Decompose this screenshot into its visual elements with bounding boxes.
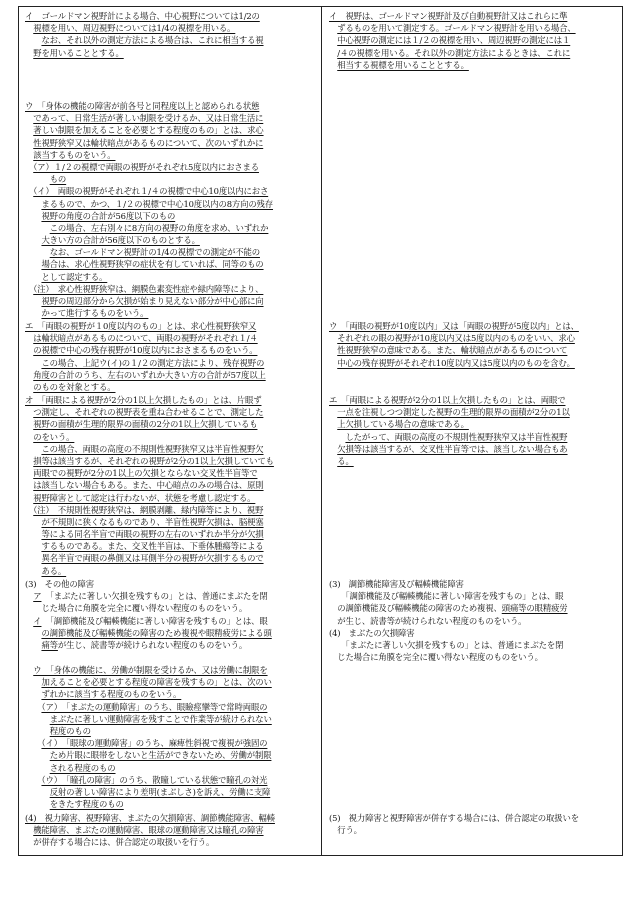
left-column <box>19 7 319 855</box>
text-line: ウ 「両眼の視野が10度以内」又は「両眼の視野が5度以内」とは、 <box>329 321 579 331</box>
text-line: のものを対象とする。 <box>33 381 116 392</box>
text-line: 程度のもの <box>49 725 91 736</box>
text-line: したがって、両眼の高度の不規則性視野狭窄又は半盲性視野 <box>345 431 568 442</box>
text-line: もの <box>49 174 67 185</box>
text-line: （注） 求心性視野狭窄は、網膜色素変性症や緑内障等により、 <box>33 283 264 294</box>
text-line: ずれかに該当する程度のものをいう。 <box>41 689 182 700</box>
text-line: 大きい方の合計が56度以下のものとする。 <box>41 235 200 246</box>
text-line: つ測定し、それぞれの視野表を重ね合わせることで、測定した <box>33 407 264 418</box>
text-line: （イ） 両眼の視野がそれぞれ１/４の視標で中心10度以内におさ <box>33 186 269 197</box>
text-line: 野を用いることとする。 <box>33 47 124 58</box>
text-line: (4) 視力障害、視野障害、まぶたの欠損障害、調節機能障害、輻輳 <box>25 813 275 823</box>
left-block-labor-limit <box>25 664 272 810</box>
text-line: 視野の角度の合計が56度以下のもの <box>41 210 176 221</box>
text-line: （ア） 「まぶたの運動障害」のうち、眼瞼痙攣等で常時両眼の <box>41 701 268 712</box>
right-column <box>323 7 623 855</box>
right-block-visual-field-u <box>329 320 579 369</box>
text-line: 性視野狭窄の意味である。また、輪状暗点があるものについて <box>337 345 568 356</box>
text-line: （ア）１/２の視標で両眼の視野がそれぞれ5度以内におさまる <box>33 161 259 172</box>
text-line: じた場合に角膜を完全に覆い得ない程度のものをいう。 <box>329 652 543 663</box>
text-line: をきたす程度のもの <box>49 799 124 810</box>
text-line: 中心の残存視野がそれぞれ10度以内又は5度以内のものを含む。 <box>337 357 575 368</box>
left-block-combined <box>25 812 275 849</box>
text-line: 「調節機能及び輻輳機能に著しい障害を残すもの」とは、眼 <box>329 591 564 602</box>
text-line: 一点を注視しつつ測定した視野の生理的限界の面積が2分の1以 <box>337 407 570 418</box>
left-block-visual-field-o <box>25 394 274 577</box>
column-divider <box>321 7 322 855</box>
text-line: まぶたに著しい運動障害を残すことで作業等が続けられない <box>49 713 272 724</box>
text-line: イ 視野は、ゴールドマン視野計及び自動視野計又はこれらに準 <box>329 11 568 21</box>
text-line: の調節機能及び輻輳機能の障害のため複視、頭痛等の眼精疲労 <box>329 603 568 614</box>
text-line: 加えることを必要とする程度の障害を残すもの」とは、次のい <box>41 677 272 688</box>
text-line: オ 「両眼による視野が2分の1以上欠損したもの」とは、片眼ず <box>25 395 262 405</box>
text-line: であって、日常生活が著しい制限を受けるか、又は日常生活に <box>33 113 264 124</box>
text-line: 等による同名半盲で両眼の視野の左右のいずれか半分が欠損 <box>41 529 264 540</box>
text-line: 上欠損している場合の意味である。 <box>337 419 469 430</box>
text-line: る。 <box>337 455 354 466</box>
text-line: 機能障害、まぶたの運動障害、眼球の運動障害又は瞳孔の障害 <box>33 825 264 836</box>
text-line: される程度のもの <box>49 762 116 773</box>
right-block-accommodation <box>329 578 568 663</box>
text-line: 視野障害として認定は行わないが、状態を考慮し認定する。 <box>33 492 256 503</box>
text-line: 角度の合計のうち、左右のいずれか大きい方の合計が57度以上 <box>33 369 266 380</box>
text-line: /４の視標を用いる。それ以外の測定方法によるときは、これに <box>337 47 571 58</box>
text-line: 痛等が生じ、読書等が続けられない程度のものをいう。 <box>41 639 248 650</box>
text-line: の調節機能及び輻輳機能の障害のため複視や眼精疲労による頭 <box>41 627 272 638</box>
text-line: するものである。また、交叉性半盲は、下垂体腫瘍等による <box>41 541 264 552</box>
text-line: 反射の著しい障害により差明(まぶしさ)を訴え、労働に支障 <box>49 786 271 797</box>
text-line: ア 「まぶたに著しい欠損を残すもの」とは、普通にまぶたを閉 <box>33 591 268 602</box>
text-line: 視野の周辺部分から欠損が始まり見えない部分が中心部に向 <box>41 296 264 306</box>
text-line: かって進行するものをいう。 <box>41 308 149 319</box>
text-line: ウ 「身体の機能に、労働が制限を受けるか、又は労働に制限を <box>33 665 268 675</box>
text-line: この場合、上記ウ(イ)の１/２の測定方法により、残存視野の <box>41 357 265 368</box>
right-block-visual-field-e <box>329 394 570 467</box>
text-line: 相当する視標を用いることとする。 <box>337 59 469 70</box>
text-line: 欠損等は該当するが、交叉性半盲等では、該当しない場合もあ <box>337 443 568 454</box>
text-line: として認定する。 <box>41 271 108 282</box>
text-line: (4) まぶたの欠損障害 <box>329 627 415 638</box>
text-line: じた場合に角膜を完全に覆い得ない程度のものをいう。 <box>25 603 248 614</box>
text-line: 視野の面積が生理的限界の面積の2分の1以上欠損しているも <box>33 419 258 430</box>
text-line: 該当するものをいう。 <box>33 149 116 160</box>
left-block-vision-goldmann <box>25 10 264 59</box>
text-line: が生じ、読書等が続けられない程度のものをいう。 <box>329 615 527 626</box>
text-line: イ ゴールドマン視野計による場合、中心視野については1/2の <box>25 11 260 21</box>
text-line: 場合は、求心性視野狭窄の症状を有していれば、同等のもの <box>41 259 264 270</box>
text-line: は該当しない場合もある。また、中心暗点のみの場合は、原則 <box>33 480 264 491</box>
text-line: のをいう。 <box>33 431 75 442</box>
text-line: (5) 視力障害と視野障害が併存する場合には、併合認定の取扱いを <box>329 813 579 823</box>
text-line: 視標を用い、周辺視野については1/4の視標を用いる。 <box>33 23 236 34</box>
text-line: 「まぶたに著しい欠損を残すもの」とは、普通にまぶたを閉 <box>329 639 564 650</box>
text-line: まるもので、かつ、１/２の視標で中心10度以内の8方向の残存 <box>41 198 274 209</box>
right-block-visual-field-i <box>329 10 576 71</box>
text-line: は輪状暗点があるものについて、両眼の視野がそれぞれ１/４ <box>33 333 258 344</box>
text-line: ウ 「身体の機能の障害が前各号と同程度以上と認められる状態 <box>25 101 260 111</box>
right-block-combined <box>329 812 579 836</box>
comparison-table <box>18 6 623 856</box>
text-line: 性視野狭窄又は輪状暗点があるものについて、次のいずれかに <box>33 137 264 148</box>
left-block-visual-field-e <box>25 320 266 393</box>
text-line: それぞれの眼の視野が10度以内又は5度以内のものをいい、求心 <box>337 333 575 344</box>
text-line: が不規則に狭くなるものであり、半盲性視野欠損は、脳梗塞 <box>41 516 264 527</box>
text-line: この場合、左右別々に8方向の視野の角度を求め、いずれか <box>49 222 269 233</box>
text-line: 損等は該当するが、それぞれの視野が2分の1以上欠損していても <box>33 455 274 466</box>
text-line: なお、それ以外の測定方法による場合は、これに相当する視 <box>41 35 264 46</box>
text-line: （ウ） 「瞳孔の障害」のうち、散瞳している状態で瞳孔の対光 <box>41 774 268 785</box>
text-line: なお、ゴールドマン視野計の1/4の視標での測定が不能の <box>49 247 260 258</box>
text-line: （イ） 「眼球の運動障害」のうち、麻痺性斜視で複視が強固の <box>41 738 268 749</box>
left-block-other-disorders <box>25 578 272 651</box>
text-line: エ 「両眼による視野が2分の1以上欠損したもの」とは、両眼で <box>329 395 566 405</box>
text-line: 中心視野の測定には１/２の視標を用い、周辺視野の測定には１ <box>337 35 571 46</box>
text-line: エ 「両眼の視野が１0度以内のもの」とは、求心性視野狭窄又 <box>25 321 257 331</box>
text-line: ある。 <box>41 565 67 576</box>
text-line: 異名半盲で両眼の鼻側又は耳側半分の視野が欠損するもので <box>41 553 264 564</box>
text-line: イ 「調節機能及び輻輳機能に著しい障害を残すもの」とは、眼 <box>33 615 268 626</box>
text-line: が併存する場合には、併合認定の取扱いを行う。 <box>25 837 215 848</box>
text-line: 両眼での視野が2分の1以上の欠損とならない交叉性半盲等で <box>33 468 258 479</box>
text-line: （注） 不規則性視野狭窄は、網膜剥離、緑内障等により、視野 <box>33 504 264 515</box>
text-line: 著しい制限を加えることを必要とする程度のもの」とは、求心 <box>33 125 264 136</box>
text-line: (3) 調節機能障害及び輻輳機能障害 <box>329 579 464 589</box>
text-line: の視標で中心の残存視野が10度以内におさまるものをいう。 <box>33 345 258 356</box>
text-line: (3) その他の障害 <box>25 579 94 589</box>
text-line: ずるものを用いて測定する。ゴールドマン視野計を用いる場合、 <box>337 23 576 34</box>
text-line: この場合、両眼の高度の不規則性視野狭窄又は半盲性視野欠 <box>41 443 264 454</box>
text-line: 行う。 <box>329 825 362 836</box>
left-block-visual-field-u <box>25 100 273 319</box>
text-line: ため片眼に眼帯をしないと生活ができないため、労働が制限 <box>49 750 272 761</box>
